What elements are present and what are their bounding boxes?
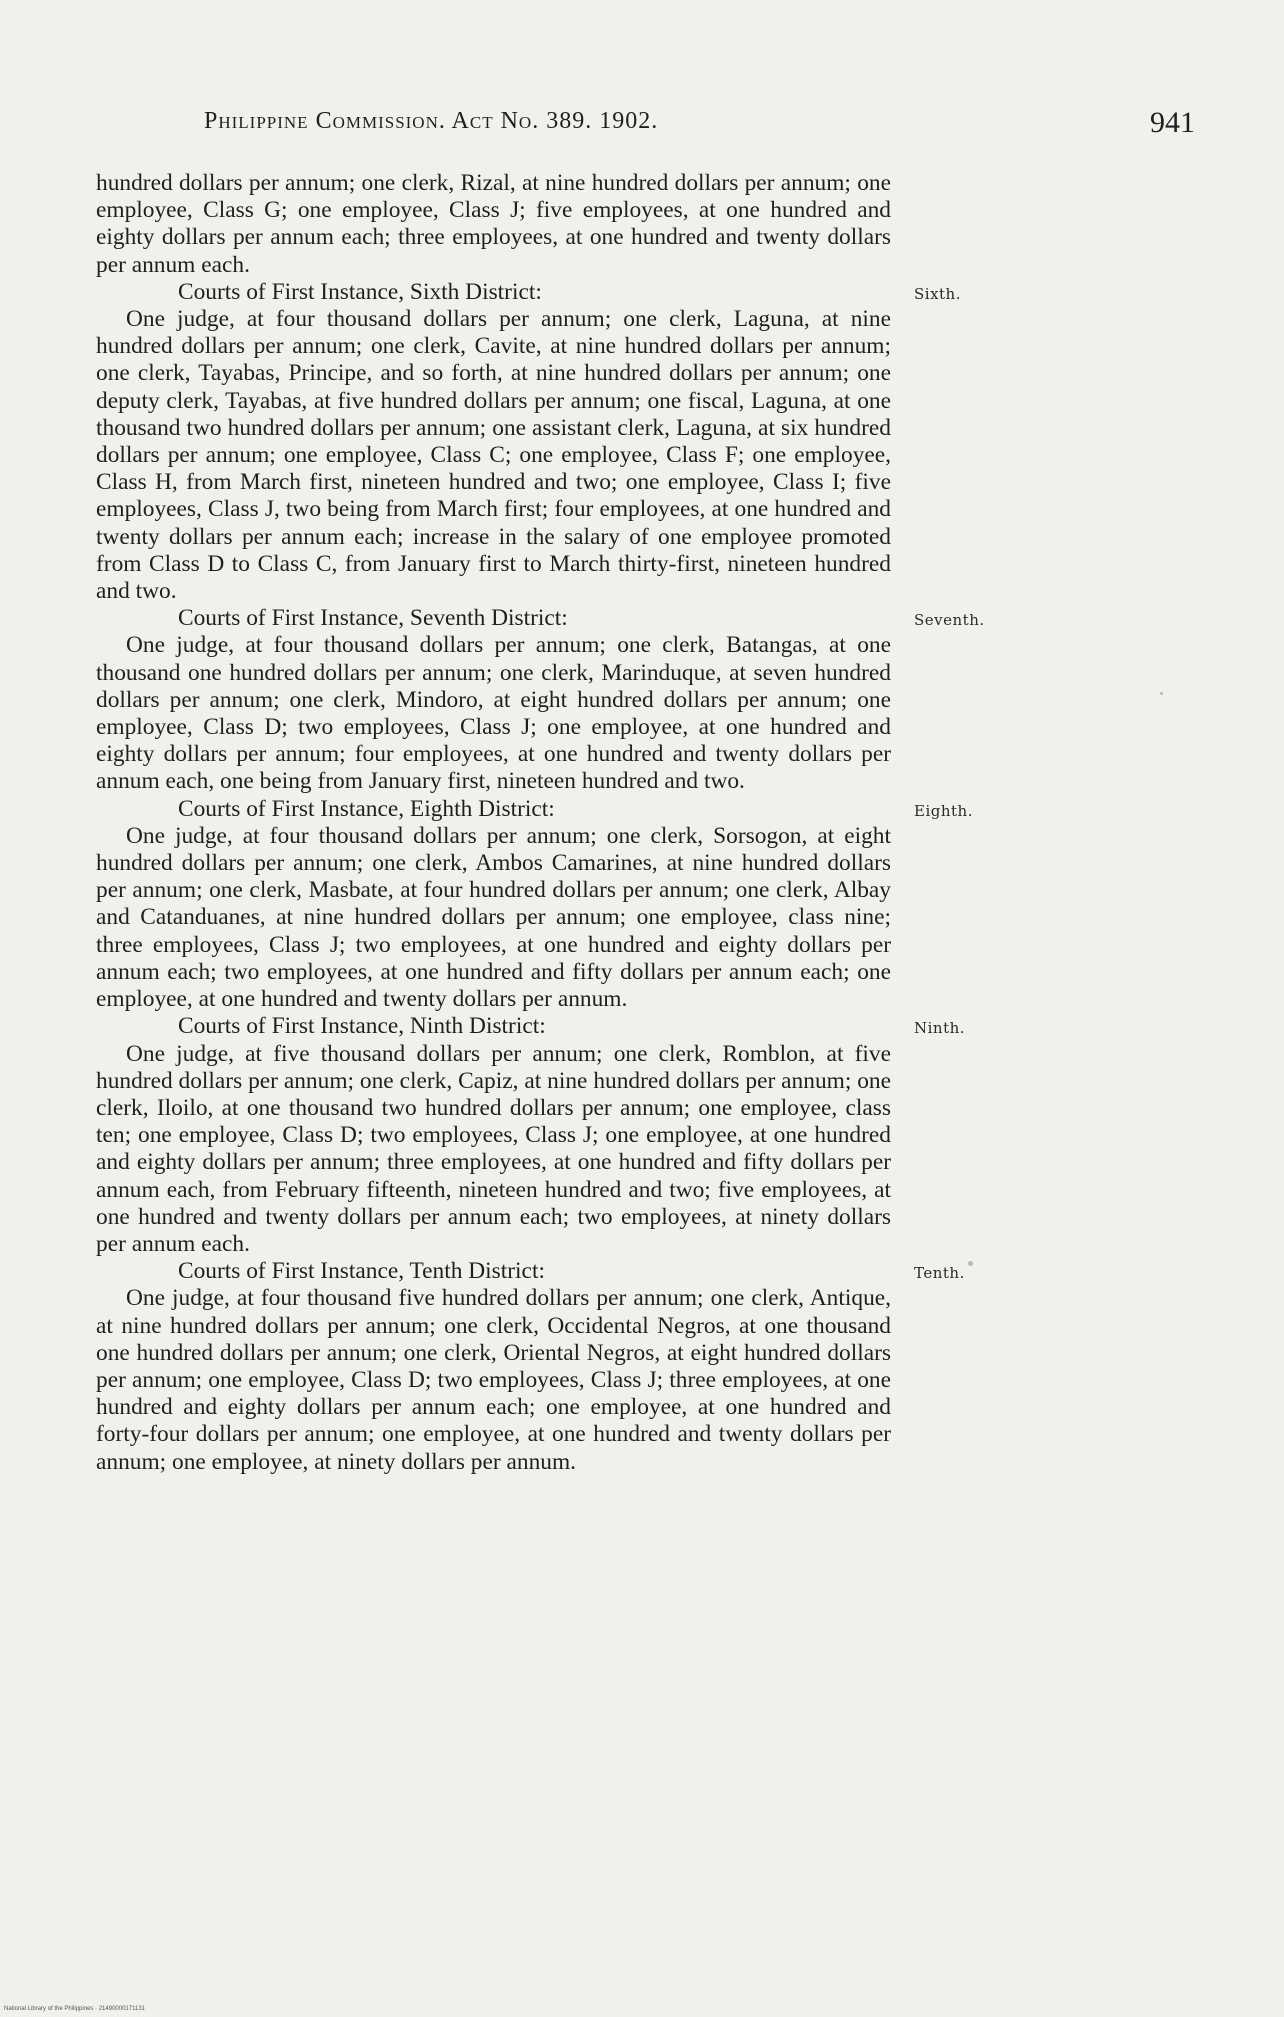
- section-text-seventh-district: One judge, at four thousand dollars per annum; one clerk, Batangas, at one thousand one hundred dollars per annum; one clerk, Marinduque, at seven hundred dollars per annum; one clerk, Mindoro, at eight hundred dollars per annum; one employee, Class D; two employees, Class J; one employee, at one hundred and eighty dollars per annum; four employees, at one hundred and twenty dollars per annum each, one being from January first, nineteen hundred and two.: [96, 632, 891, 795]
- section-text-eighth-district: One judge, at four thousand dollars per annum; one clerk, Sorsogon, at eight hundred dollars per annum; one clerk, Ambos Camarines, at nine hundred dollars per annum; one clerk, Masbate, at four hundred dollars per annum; one clerk, Albay and Catanduanes, at nine hundred dollars per annum; one employee, class nine; three employees, Class J; two employees, at one hundred and eighty dollars per annum each; two employees, at one hundred and fifty dollars per annum each; one employee, at one hundred and twenty dollars per annum.: [96, 822, 891, 1013]
- scan-credit: National Library of the Philippines · 21490000171131: [4, 2006, 145, 2012]
- margin-note-ninth: Ninth.: [914, 1019, 966, 1037]
- margin-note-seventh: Seventh.: [914, 611, 985, 629]
- paper-speck: [968, 1261, 973, 1266]
- body-text: [96, 170, 891, 1476]
- section-text-tenth-district: One judge, at four thousand five hundred dollars per annum; one clerk, Antique, at nine hundred dollars per annum; one clerk, Occidental Negros, at one thousand one hundred dollars per annum; one clerk, Oriental Negros, at eight hundred dollars per annum; one employee, Class D; two employees, Class J; three employees, at one hundred and eighty dollars per annum each; one employee, at one hundred and forty-four dollars per annum; one employee, at one hundred and twenty dollars per annum; one employee, at ninety dollars per annum.: [96, 1285, 891, 1475]
- section-text-ninth-district: One judge, at five thousand dollars per annum; one clerk, Romblon, at five hundred dollars per annum; one clerk, Capiz, at nine hundred dollars per annum; one clerk, Iloilo, at one thousand two hundred dollars per annum; one employee, class ten; one employee, Class D; two employees, Class J; one employee, at one hundred and eighty dollars per annum; three employees, at one hundred and fifty dollars per annum each, from February fifteenth, nineteen hundred and two; five employees, at one hundred and twenty dollars per annum each; two employees, at ninety dollars per annum each.: [96, 1040, 891, 1257]
- section-heading-sixth-district: Courts of First Instance, Sixth District:: [178, 278, 542, 305]
- page-number: 941: [1150, 106, 1195, 139]
- section-heading-eighth-district: Courts of First Instance, Eighth District:: [178, 795, 555, 822]
- section-heading-ninth-district: Courts of First Instance, Ninth District:: [178, 1013, 546, 1040]
- section-heading-tenth-district: Courts of First Instance, Tenth District:: [178, 1258, 545, 1285]
- margin-note-eighth: Eighth.: [914, 802, 973, 820]
- running-head: Philippine Commission. Act No. 389. 1902.: [204, 108, 659, 134]
- margin-note-sixth: Sixth.: [914, 285, 961, 303]
- opening-paragraph: hundred dollars per annum; one clerk, Rizal, at nine hundred dollars per annum; one employee, Class G; one employee, Class J; five employees, at one hundred and eighty dollars per annum each; three employees, at one hundred and twenty dollars per annum each.: [96, 170, 891, 278]
- section-text-sixth-district: One judge, at four thousand dollars per annum; one clerk, Laguna, at nine hundred dollars per annum; one clerk, Cavite, at nine hundred dollars per annum; one clerk, Tayabas, Principe, and so forth, at nine hundred dollars per annum; one deputy clerk, Tayabas, at five hundred dollars per annum; one fiscal, Laguna, at one thousand two hundred dollars per annum; one assistant clerk, Laguna, at six hundred dollars per annum; one employee, Class C; one employee, Class F; one employee, Class H, from March first, nineteen hundred and two; one employee, Class I; five employees, Class J, two being from March first; four employees, at one hundred and twenty dollars per annum each; increase in the salary of one employee promoted from Class D to Class C, from January first to March thirty-first, nineteen hundred and two.: [96, 306, 891, 605]
- section-heading-seventh-district: Courts of First Instance, Seventh District:: [178, 605, 568, 632]
- margin-note-tenth: Tenth.: [914, 1264, 965, 1282]
- paper-speck: [1160, 692, 1163, 695]
